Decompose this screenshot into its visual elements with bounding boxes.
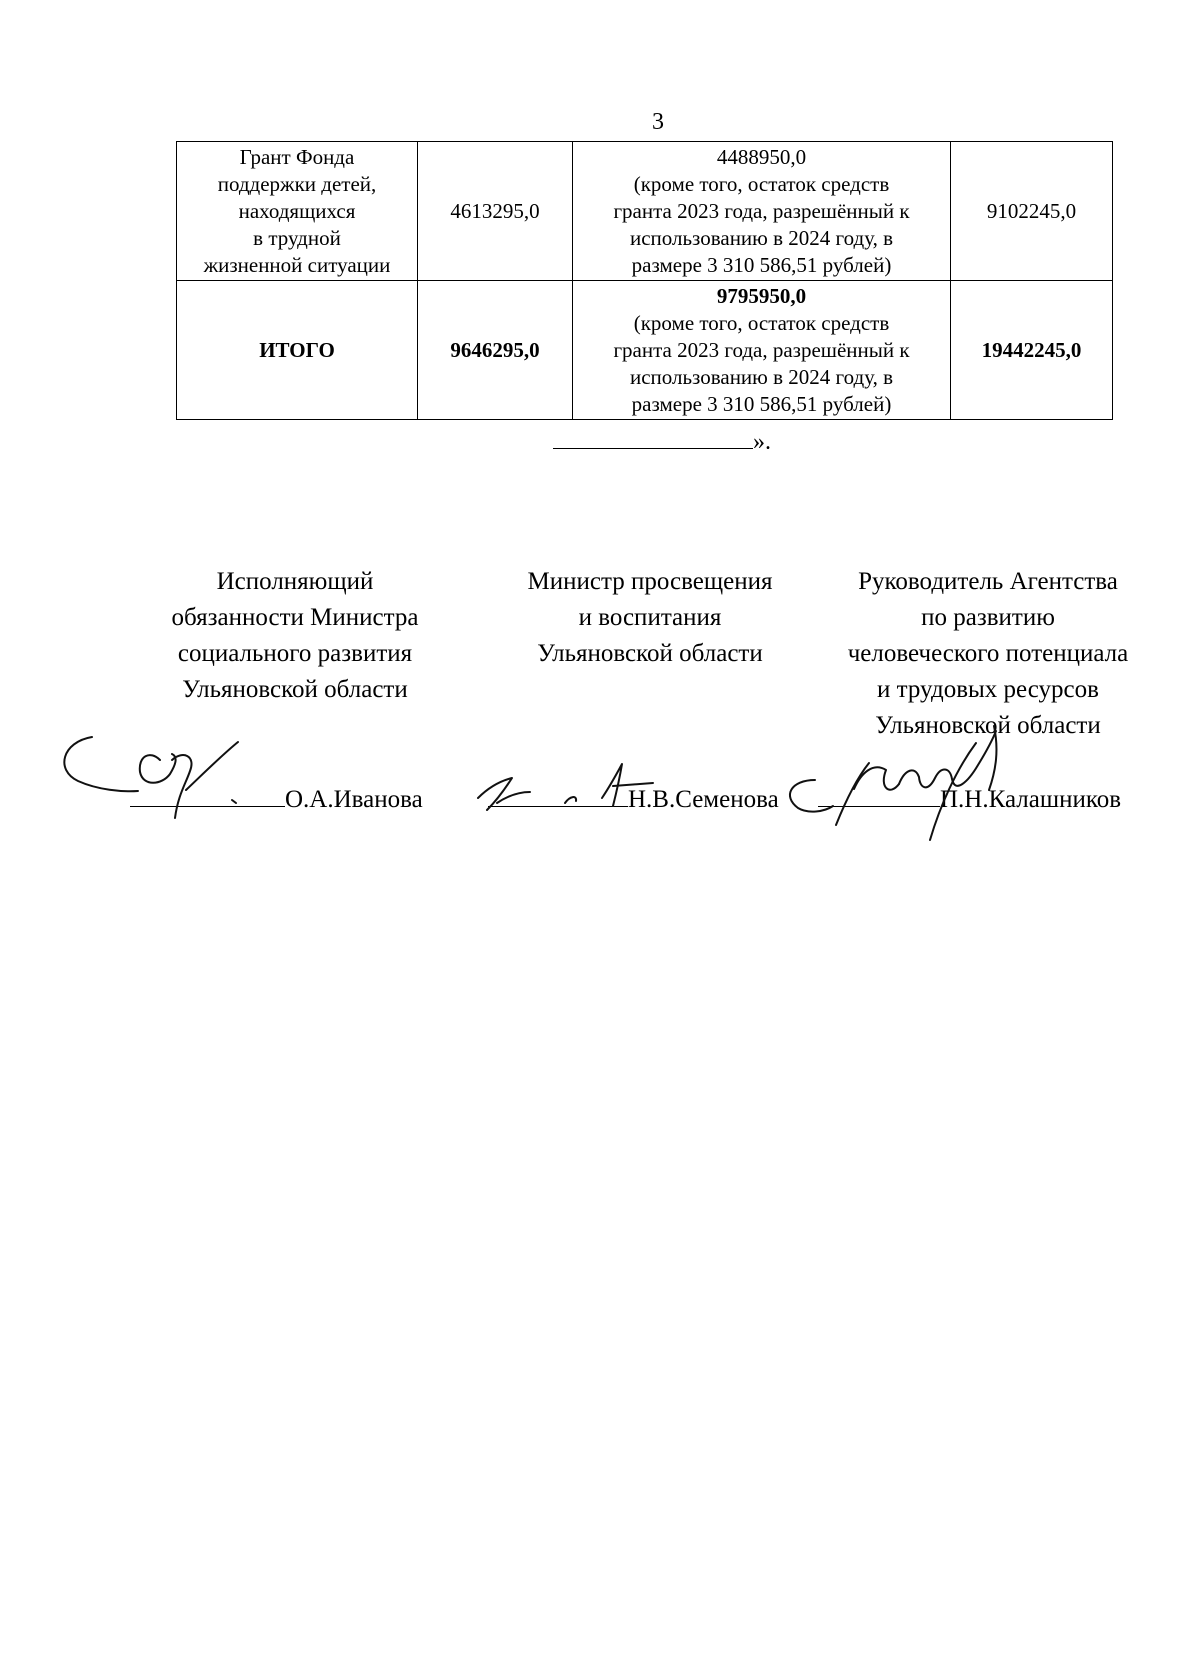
amount-note-line: использованию в 2024 году, в bbox=[629, 364, 894, 389]
title-line: Министр просвещения bbox=[527, 568, 773, 595]
amount-note-line: размере 3 310 586,51 рублей) bbox=[631, 391, 892, 416]
total-cell: 9102245,0 bbox=[951, 142, 1113, 281]
title-line: Ульяновской области bbox=[182, 676, 408, 703]
title-line: по развитию bbox=[921, 604, 1055, 631]
blank-line bbox=[553, 428, 753, 449]
amount-note-line: гранта 2023 года, разрешённый к bbox=[613, 337, 910, 362]
signatory-name: Н.В.Семенова bbox=[628, 786, 779, 813]
signatory-title-2 bbox=[500, 564, 800, 672]
signature-underline bbox=[488, 784, 628, 807]
signature-underline bbox=[130, 784, 285, 807]
cell-text: жизненной ситуации bbox=[203, 252, 391, 277]
signature-line-3 bbox=[818, 784, 1121, 815]
amount-note-line: размере 3 310 586,51 рублей) bbox=[631, 252, 892, 277]
cell-text: в трудной bbox=[253, 225, 341, 250]
title-line: и воспитания bbox=[578, 604, 722, 631]
cell-text: находящихся bbox=[238, 198, 356, 223]
signatory-title-1 bbox=[145, 564, 445, 708]
amount-note-line: (кроме того, остаток средств bbox=[633, 310, 890, 335]
title-line: социального развития bbox=[177, 640, 413, 667]
title-line: обязанности Министра bbox=[171, 604, 419, 631]
cell-text: поддержки детей, bbox=[217, 171, 377, 196]
signatory-name: О.А.Иванова bbox=[285, 786, 423, 813]
cell-text: Грант Фонда bbox=[239, 144, 355, 169]
signature-underline bbox=[818, 784, 940, 807]
amount-note-cell bbox=[573, 281, 951, 420]
title-line: Исполняющий bbox=[216, 568, 374, 595]
amount-main: 9795950,0 bbox=[716, 283, 807, 308]
closing-quote: ». bbox=[753, 429, 771, 455]
amount-note-line: (кроме того, остаток средств bbox=[633, 171, 890, 196]
title-line: и трудовых ресурсов bbox=[877, 676, 1099, 703]
amount-cell: 4613295,0 bbox=[418, 142, 573, 281]
title-line: Руководитель Агентства bbox=[858, 568, 1118, 595]
signature-line-2 bbox=[488, 784, 779, 815]
title-line: Ульяновской области bbox=[875, 712, 1101, 739]
title-line: Ульяновской области bbox=[537, 640, 763, 667]
title-line: человеческого потенциала bbox=[847, 640, 1129, 667]
closing-quote-line bbox=[553, 428, 771, 456]
signatory-name: П.Н.Калашников bbox=[940, 786, 1122, 813]
signatory-title-3 bbox=[818, 564, 1158, 744]
amount-note-line: использованию в 2024 году, в bbox=[629, 225, 894, 250]
amount-note-cell bbox=[573, 142, 951, 281]
table-row bbox=[177, 142, 1113, 281]
signature-line-1 bbox=[130, 784, 423, 815]
table-row-total bbox=[177, 281, 1113, 420]
grant-table bbox=[176, 141, 1113, 420]
amount-main: 4488950,0 bbox=[716, 144, 807, 169]
grant-name-cell bbox=[177, 142, 418, 281]
total-label-cell: ИТОГО bbox=[177, 281, 418, 420]
total-cell: 19442245,0 bbox=[951, 281, 1113, 420]
amount-note-line: гранта 2023 года, разрешённый к bbox=[613, 198, 910, 223]
page-number: 3 bbox=[652, 109, 664, 135]
amount-cell: 9646295,0 bbox=[418, 281, 573, 420]
